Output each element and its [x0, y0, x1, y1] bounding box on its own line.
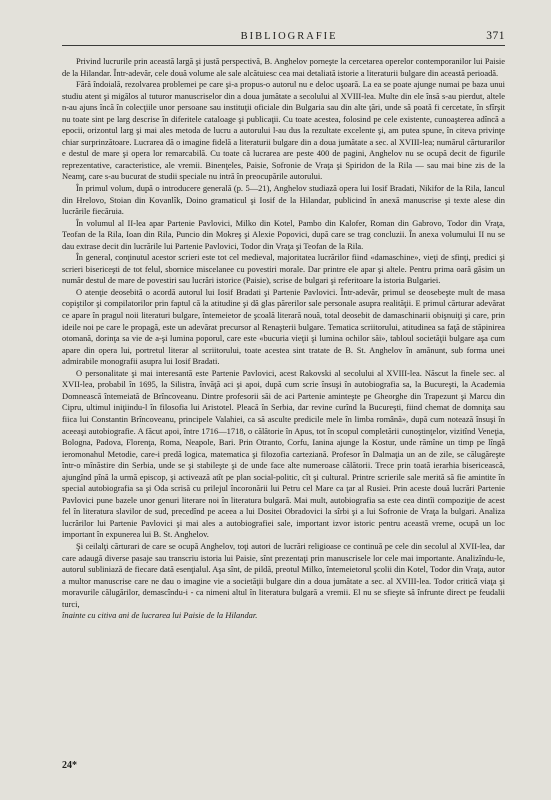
paragraph: O atenţie deosebită o acordă autorul lui Iosif Bradati şi Partenie Pavlovici. Într-adevăr, primul se deosebeşte mult de masa copiştilor şi compilatorilor prin faptul că la atitudine şi dă glas părerilor sale personale asupra realităţii. E primul cărturar adevărat ce apare în pragul noii literaturi bulgare, întemeietor de şcoală literară nouă, total deosebit de damaschinarii obişnuiţi şi care, prin ideile noi pe care le propagă, este un adevărat precursor al Renaşterii bulgare. Tematica scriitorului, atitudinea sa faţă de stăpinirea otomană, dorinţa sa vie de a-şi lumina poporul, care este «bucuria vieţii şi lumina ochilor săi», tabloul societăţii bulgare aşa cum apare din opera lui, portretul literar al scriitorului, toate acestea sint tratate de B. St. Anghelov în amănunt, sub forma unei admirabile monografii asupra lui Iosif Bradati. — [62, 286, 505, 367]
article-body — [62, 56, 505, 622]
paragraph: Şi ceilalţi cărturari de care se ocupă Anghelov, toţi autori de lucrări religioase ce continuă pe cele din secolul al XVII-lea, dar care adaugă diverse pasaje sau transcriu istoria lui Paisie, sînt prezentaţi prin manuscrisele lor cele mai importante. Analizîndu-le, autorul subliniază de fiecare dată esenţialul. Aşa sînt, de pildă, preotul Milko, întemeietorul şcolii din Kotel, Todor din Vraţa, autor a multor manuscrise care ne dau o imagine vie a societăţii bulgare din a doua jumătate a sec. al XVIII-lea. Todor critică viaţa şi moravurile călugărilor, demascîndu-i - ca nimeni altul în literatura bulgară a vremii. El nu se sfieşte să înfrunte direct pe feudalii turci, — [62, 540, 505, 609]
italic-closing-line: înainte cu citiva ani de lucrarea lui Paisie de la Hilandar. — [62, 610, 258, 621]
paragraph: O personalitate şi mai interesantă este Partenie Pavlovici, acest Rakovski al secolului al XVIII-lea. Născut la finele sec. al XVII-lea, probabil în 1695, la Silistra, învăţă aci şi apoi, după cum scrie însuşi în autobiografia sa, la Bucureşti, la Academia Domnească întemeiată de Brîncoveanu. Dintre profesorii săi de aci Partenie aminteşte pe Gheorghe din Trapezunt şi Marcu din Cipru, ultimul iniţiindu-l în filosofia lui Aristotel. Pleacă în Serbia, dar revine curînd la Bucureşti, fiind chemat de domniţa sau fiica lui Constantin Brîncoveanu, principele Valahiei, ca să asculte predicile mele în limba română», după cum notează însuşi în aceeaşi autobiografie. A făcut apoi, între 1716—1718, o călătorie în Apus, tot în scopul completării cunoştinţelor, vizitînd Veneţia, Bologna, Padova, Florenţa, Roma, Neapole, Bari. Prin Otranto, Corfu, Ianina ajunge la Kostur, unde rămîne un timp pe lîngă ieromonahul Metodie, care-i predă logica, matematica şi filozofia carteziană. Profesor în Dalmaţia un an de zile, se călugăreşte într-o mînăstire din Serbia, unde se şi stabileşte şi de unde face alte numeroase călătorii. Trece prin toată ierarhia bisericească, ajungînd pînă la urmă episcop, şi activează atît pe plan social-politic, cît şi cultural. Printre scrierile sale merită să fie amintite în special autobiografia sa şi Oda scrisă cu prilejul încoronării lui Petru cel Mare ca ţar al Rusiei. Prin aceste două lucrări Partenie Pavlovici pune bazele unor genuri literare noi în literatura bulgară. Mai mult, autobiografia sa este cea dintîi compoziţie de acest fel în literatura slavilor de sud, precedînd pe aceea a lui Dositei Obradovici la sîrbi şi a lui Sofronie de Vraţa la bulgari. Analiza lucrărilor lui Partenie Pavlovici şi mai ales a autobiografiei sale, important izvor istoric pentru această vreme, ocupă un loc important în expunerea lui B. St. Anghelov. — [62, 367, 505, 540]
paragraph: Privind lucrurile prin această largă şi justă perspectivă, B. Anghelov porneşte la cercetarea operelor contemporanilor lui Paisie de la Hilandar. Într-adevăr, cele două volume ale sale alcătuiesc cea mai detaliată istorie a literaturii bulgare din această perioadă. — [62, 56, 505, 78]
paragraph: În volumul al II-lea apar Partenie Pavlovici, Milko din Kotel, Pambo din Kalofer, Roman din Gabrovo, Todor din Vraţa, Teofan de la Rila, Ioan din Rila, Puncio din Mokreş şi Alexie Popovici, după care se trag concluzii. În anexa volumului II nu se dau extrase decit din lucrările lui Partenie Pavlovici, Todor din Vraţa şi Teofan de la Rila. — [62, 217, 505, 251]
running-header — [62, 30, 505, 46]
section-title: BIBLIOGRAFIE — [240, 31, 338, 42]
paragraph: Fără îndoială, rezolvarea problemei pe care şi-a propus-o autorul nu e deloc uşoară. La ea se poate ajunge numai pe baza unui studiu atent şi migălos al tuturor manuscriselor din a doua jumătate a secolului al XVIII-lea. Multe din ele însă s-au pierdut, altele n-au ajuns încă în colecţiile unor persoane sau instituţii oficiale din Bulgaria sau din alte ţări, unde să poată fi cercetate, în sfîrşit nu toate sint pe larg descrise în diferitele cataloage şi publicaţii. Cu toate acestea, folosind pe cele existente, cunoaşterea adîncă a epocii, orizontul larg şi mai ales metoda de lucru a autorului l-au dus la rezultate excelente şi, am putea spune, în citeva privinţe chiar surprinzătoare. Lucrarea dă o imagine fidelă a literaturii bulgare din a doua jumătate a sec. al XVIII-lea; numărul cărturarilor e destul de mare şi opera lor remarcabilă. Cu toate că lucrarea are peste 400 de pagini, Anghelov nu se ocupă decit de figurile reprezentative, caracteristice, ale vremii. Binenţeles, Paisie, Sofronie de Vraţa şi Spiridon de la Rila — sau mai bine zis de la Neamţ, care s-au bucurat de studii speciale nu intră în preocupările autorului. — [62, 79, 505, 182]
signature-mark: 24* — [62, 760, 77, 771]
page-number: 371 — [486, 30, 505, 42]
paragraph: În general, conţinutul acestor scrieri este tot cel medieval, majoritatea lucrărilor fiind «damaschine», vieţi de sfinţi, predici şi scrieri bisericeşti de tot felul, sbornice miscelanee cu povestiri morale. Dar printre ele apar şi altele. Pentru prima oară găsim un număr destul de mare de povestiri sau lucrări istorice (Paisie), scrise de bulgari şi referitoare la istoria Bulgariei. — [62, 252, 505, 286]
paragraph: În primul volum, după o introducere generală (p. 5—21), Anghelov studiază opera lui Iosif Bradati, Nikifor de la Rila, Iancul din Hrelovo, Stoian din Kovanlîk, Doino gramaticul şi Iosif de la Hilandar, publicind în anexă manuscrise şi texte alese din lucrările fiecăruia. — [62, 183, 505, 217]
